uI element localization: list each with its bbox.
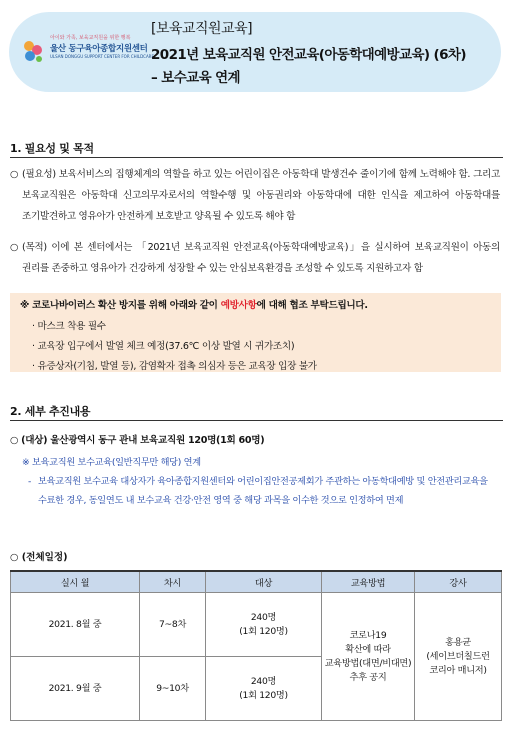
schedule-title: ○ (전체일정) — [10, 552, 68, 563]
cell-session: 7~8차 — [140, 593, 206, 657]
note-body — [28, 472, 500, 510]
notice-highlight: 예방사항 — [220, 300, 257, 311]
logo-mark-icon — [20, 38, 46, 64]
bullet-circle-icon: ○ — [10, 169, 19, 180]
center-logo — [20, 34, 154, 74]
cell-session: 9~10차 — [140, 657, 206, 721]
section2-title: 2. 세부 추진내용 — [10, 405, 91, 418]
need-text: (필요성) 보육서비스의 집행체계의 역할을 하고 있는 어린이집은 아동학대 발생건수 줄이기에 함께 노력해야 함. 그리고 보육교직원은 아동학대 신고의무자로서의 역할수행 및 아동권리와 아동학대에 대한 인식을 제고하여 아동학대를 조기발견하고 영유아가 안전하게 보호받고 양육될 수 있도록 해야 함 — [22, 169, 500, 222]
document-title: 2021년 보육교직원 안전교육(아동학대예방교육) (6차) — [151, 47, 466, 63]
covid-notice-box — [10, 293, 501, 372]
schedule-table — [10, 570, 502, 721]
notice-item: · 유증상자(기침, 발열 등), 감염확자 접촉 의심자 등은 교육장 입장 불가 — [32, 361, 317, 372]
cell-month: 2021. 8월 중 — [11, 593, 140, 657]
note-text: 보육교직원 보수교육 대상자가 육아종합지원센터와 어린이집안전공제회가 주관하는 아동학대예방 및 안전관리교육을 수료한 경우, 동일연도 내 보수교육 건강·안전 영역 중 해당 과목을 이수한 것으로 인정하여 면제 — [38, 476, 488, 506]
logo-name: 울산 동구육아종합지원센터 — [50, 44, 148, 54]
document-category: [보육교직원교육] — [151, 21, 253, 37]
section2-rule — [10, 420, 503, 421]
notice-item: · 교육장 입구에서 발열 체크 예정(37.6℃ 이상 발열 시 귀가조치) — [32, 341, 295, 352]
need-paragraph — [10, 164, 500, 227]
bullet-circle-icon: ○ — [10, 242, 19, 253]
logo-slogan: 아이와 가족, 보육교직원을 위한 행복 — [50, 35, 131, 41]
section1-rule — [10, 157, 503, 158]
section1-title: 1. 필요성 및 목적 — [10, 142, 94, 155]
cell-target: 240명 (1회 120명) — [206, 593, 322, 657]
table-header-row — [11, 571, 502, 593]
target-line: ○ (대상) 울산광역시 동구 관내 보육교직원 120명(1회 60명) — [10, 435, 265, 446]
cell-target: 240명 (1회 120명) — [206, 657, 322, 721]
col-header: 대상 — [206, 571, 322, 593]
notice-heading: ※ 코로나바이러스 확산 방지를 위해 아래와 같이 예방사항에 대해 협조 부탁드립니다. — [20, 300, 368, 311]
col-header: 차시 — [140, 571, 206, 593]
col-header: 강사 — [415, 571, 502, 593]
purpose-paragraph — [10, 237, 500, 279]
logo-subtitle: ULSAN DONGGU SUPPORT CENTER FOR CHILDCARE — [50, 54, 154, 59]
notice-item: · 마스크 착용 필수 — [32, 321, 106, 332]
cell-method: 코로나19 확산에 따라 교육방법(대면/비대면) 추후 공지 — [322, 593, 415, 721]
purpose-text: (목적) 이에 본 센터에서는 「2021년 보육교직원 안전교육(아동학대예방교육)」을 실시하여 보육교직원이 아동의 권리를 존중하고 영유아가 건강하게 성장할 수 있는 안심보육환경을 조성할 수 있도록 지원하고자 함 — [22, 242, 500, 274]
col-header: 교육방법 — [322, 571, 415, 593]
document-subtitle: – 보수교육 연계 — [151, 70, 240, 86]
dash-icon: - — [28, 476, 32, 487]
col-header: 실시 월 — [11, 571, 140, 593]
cell-month: 2021. 9월 중 — [11, 657, 140, 721]
cell-instructor: 홍용균 (세이브더칠드런 코리아 매니저) — [415, 593, 502, 721]
table-row — [11, 593, 502, 657]
note-heading: ※ 보육교직원 보수교육(일반직무만 해당) 연계 — [22, 457, 201, 468]
